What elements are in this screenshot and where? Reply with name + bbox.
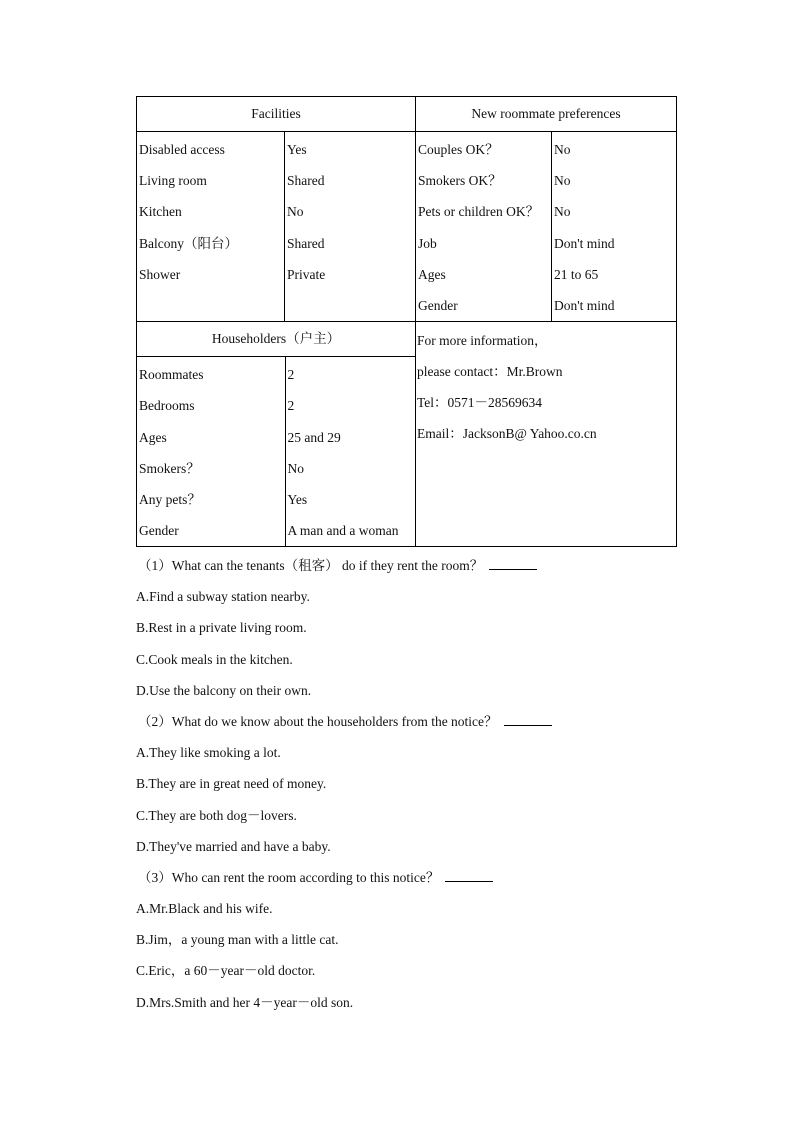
preference-label: Couples OK？ (418, 142, 499, 157)
preference-value: No (554, 142, 571, 157)
contact-email: Email：JacksonB@ Yahoo.co.cn (417, 426, 597, 442)
householder-label: Roommates (139, 367, 204, 383)
preference-value: Don't mind (554, 235, 615, 251)
facility-label: Shower (139, 266, 181, 282)
question-3-option: C.Eric，a 60－year－old doctor. (136, 963, 316, 979)
householder-value: Yes (287, 491, 308, 507)
preferences-header: New roommate preferences (416, 97, 677, 132)
question-2-option: B.They are in great need of money. (136, 776, 327, 792)
contact-info (416, 322, 677, 547)
facility-value: Shared (287, 173, 325, 189)
contact-line: For more information， (417, 333, 548, 349)
householder-value: 2 (287, 367, 295, 383)
question-3-option: D.Mrs.Smith and her 4－year－old son. (136, 994, 354, 1010)
preference-value: No (554, 204, 571, 220)
householders-subtable (137, 357, 416, 546)
facility-label: Living room (139, 173, 207, 189)
facility-value: Private (287, 266, 326, 282)
question-2-option: C.They are both dog－lovers. (136, 807, 297, 823)
preferences-labels (416, 132, 552, 322)
facility-value: Shared (287, 235, 325, 251)
householder-value: A man and a woman (287, 523, 399, 539)
householder-values (285, 357, 416, 546)
question-1-option: B.Rest in a private living room. (136, 620, 307, 636)
facilities-header: Facilities (137, 97, 416, 132)
answer-blank[interactable] (504, 713, 552, 726)
question-1-option: D.Use the balcony on their own. (136, 682, 312, 698)
question-3-stem: （3）Who can rent the room according to this notice？ (136, 862, 696, 893)
question-list (136, 550, 696, 1018)
preference-label: Smokers OK？ (418, 173, 502, 189)
householder-value: No (287, 460, 304, 476)
facilities-values (285, 132, 416, 322)
facilities-labels (137, 132, 285, 322)
preference-value: 21 to 65 (554, 266, 599, 282)
householder-value: 25 and 29 (287, 429, 341, 445)
question-1-option: A.Find a subway station nearby. (136, 589, 310, 605)
householder-labels (137, 357, 285, 546)
facility-label: Kitchen (139, 204, 182, 220)
contact-phone: Tel：0571－28569634 (417, 395, 543, 411)
facility-value: Yes (287, 142, 307, 157)
householder-label: Ages (139, 429, 167, 445)
householder-label: Smokers？ (139, 460, 200, 476)
householder-value: 2 (287, 398, 295, 414)
answer-blank[interactable] (445, 869, 493, 882)
preference-label: Pets or children OK？ (418, 204, 540, 220)
householder-label: Bedrooms (139, 398, 195, 414)
facility-label: Balcony（阳台） (139, 235, 238, 251)
facility-value: No (287, 204, 304, 220)
question-3-option: B.Jim，a young man with a little cat. (136, 932, 339, 948)
question-2-option: D.They've married and have a baby. (136, 838, 331, 854)
householder-label: Any pets？ (139, 491, 201, 507)
preferences-values (552, 132, 677, 322)
roommate-notice-table (136, 96, 677, 547)
contact-line: please contact：Mr.Brown (417, 364, 563, 380)
preference-value: No (554, 173, 571, 189)
answer-blank[interactable] (489, 557, 537, 570)
householder-label: Gender (139, 523, 179, 539)
question-1-stem: （1）What can the tenants（租客） do if they rent the room？ (136, 550, 696, 581)
facility-label: Disabled access (139, 142, 225, 157)
question-2-option: A.They like smoking a lot. (136, 745, 281, 761)
householders-header: Householders（户主） (137, 322, 415, 357)
question-1-option: C.Cook meals in the kitchen. (136, 651, 293, 667)
preference-label: Ages (418, 266, 446, 282)
preference-value: Don't mind (554, 297, 615, 313)
householders-section (137, 322, 416, 547)
preference-label: Gender (418, 297, 458, 313)
preference-label: Job (418, 235, 437, 251)
question-2-stem: （2）What do we know about the householders from the notice？ (136, 706, 696, 737)
question-3-option: A.Mr.Black and his wife. (136, 901, 273, 917)
